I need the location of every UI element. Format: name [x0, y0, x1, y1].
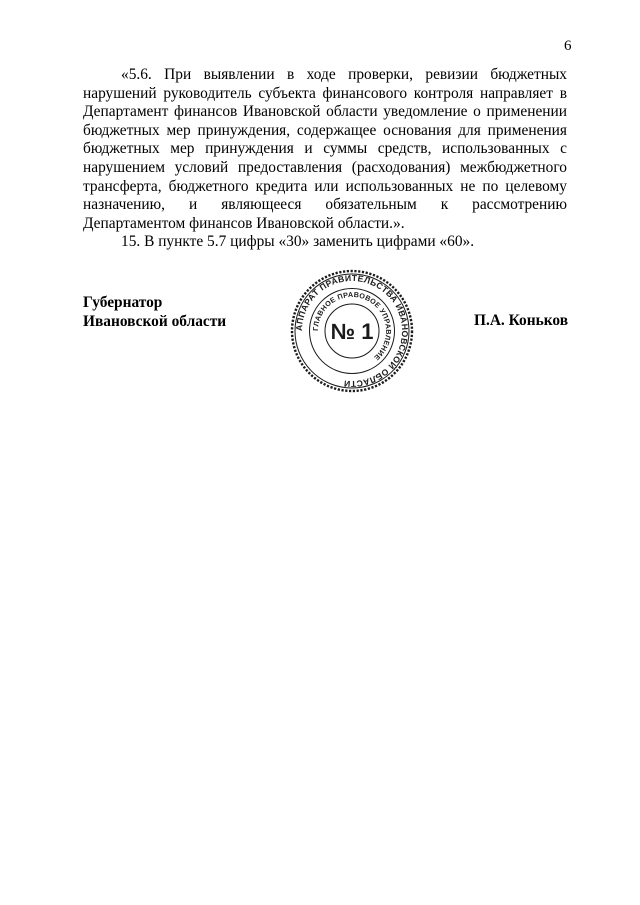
seal-number: № 1 — [330, 319, 374, 344]
signatory-position-line2: Ивановской области — [83, 313, 227, 330]
paragraph-5-6: «5.6. При выявлении в ходе проверки, ревизии бюджетных нарушений руководитель субъекта финансового контроля направляет в Департамент финансов Ивановской области уведомление о применении бюджетных мер принуждения, содержащее основания для применения бюджетных мер принуждения и суммы средств, использованных с нарушением условий предоставления (расходования) межбюджетного трансферта, бюджетного кредита или использованных не по целевому назначению, и являющееся обязательным к рассмотрению Департаментом финансов Ивановской области.». — [83, 66, 567, 232]
page-number: 6 — [564, 38, 572, 54]
seal-outer-text: АППАРАТ ПРАВИТЕЛЬСТВА ИВАНОВСКОЙ ОБЛАСТИ — [293, 272, 411, 390]
seal-inner-text: ГЛАВНОЕ ПРАВОВОЕ УПРАВЛЕНИЕ — [310, 289, 394, 363]
signatory-name: П.А. Коньков — [474, 312, 569, 329]
paragraph-15: 15. В пункте 5.7 цифры «30» заменить цифрами «60». — [121, 233, 475, 251]
document-body — [83, 66, 567, 252]
signatory-position — [83, 293, 226, 331]
official-seal — [290, 269, 414, 393]
signatory-position-line1: Губернатор — [83, 294, 163, 311]
